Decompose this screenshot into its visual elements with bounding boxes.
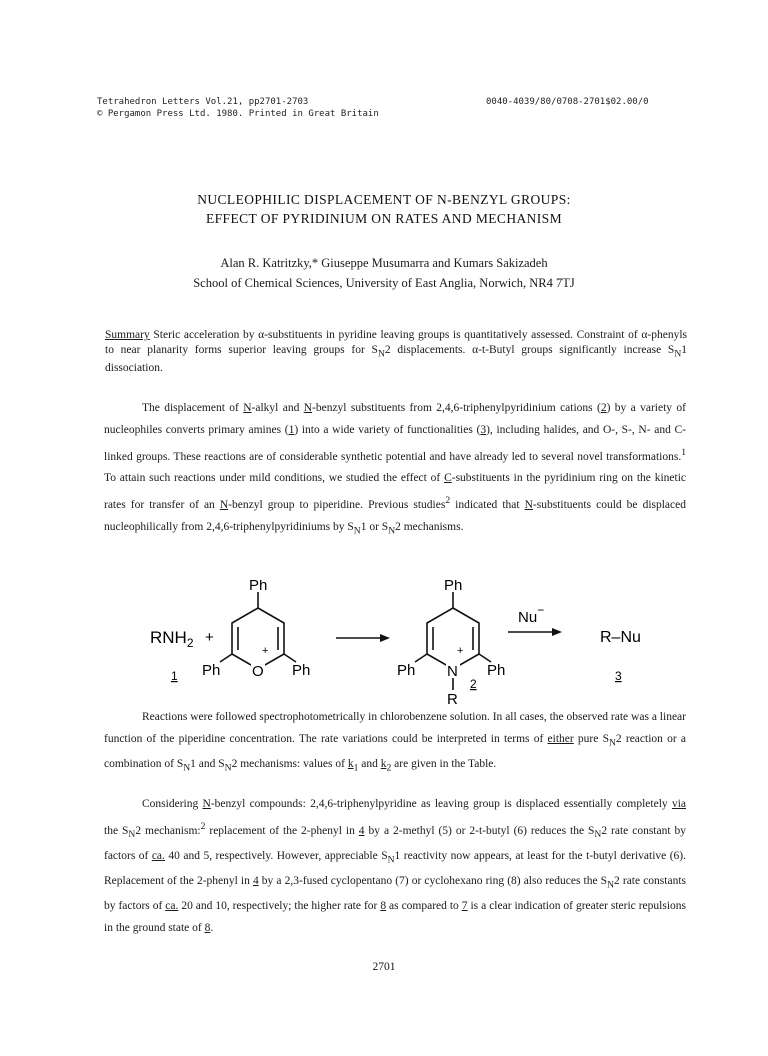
summary-text: 1 dissociation. (105, 344, 687, 375)
phenyl-label: Ph (444, 580, 463, 594)
compound-label-3: 3 (615, 669, 622, 683)
reference-marker: 1 (681, 446, 686, 458)
summary-text: Steric acceleration by α-substituents in pyridine leaving groups is quantitatively assessed. Constraint of α-phenyls to near planarity forms superior leaving groups for S (105, 329, 687, 356)
publisher-line: © Pergamon Press Ltd. 1980. Printed in Great Britain (97, 109, 379, 119)
subscript: N (674, 348, 682, 360)
reaction-arrow (508, 628, 562, 636)
title-line-1: NUCLEOPHILIC DISPLACEMENT OF N-BENZYL GROUPS: (197, 192, 571, 207)
phenyl-label: Ph (487, 662, 506, 679)
product-formula: R–Nu (600, 629, 641, 646)
positive-charge: + (457, 645, 464, 657)
pyrylium-structure (220, 592, 296, 669)
nitrogen-atom: N (447, 663, 458, 680)
paragraph-results: Considering N-benzyl compounds: 2,4,6-triphenylpyridine as leaving group is displaced essentially completely via the $S_N2$ mechanism:$^2$ replacement of the 2-phenyl in 4 by a 2-methyl (5) or 2-t-butyl (6) reduces the $S_N2$ rate constant by factors of ca. 40 and 5, respectively. However, appreciable $S_N1$ reactivity now appears, at least for the t-butyl derivative (6). Replacement of the 2-phenyl in 4 by a 2,3-fused cyclopentano (7) or cyclohexano ring (8) also reduces the $S_N2$ rate constants by factors of ca. 20 and 10, respectively; the higher rate for 8 as compared to 7 is a clear indication of greater steric repulsions in the ground state of 8. (104, 798, 686, 934)
reference-marker: 2 (200, 820, 206, 832)
paragraph-methods: Reactions were followed spectrophotometrically in chlorobenzene solution. In all cases, the observed rate was a linear function of the piperidine concentration. The rate variations could be interpreted in terms of either pure $S_N2$ reaction or a combination of $S_N1$ and $S_N2$ mechanisms: values of $k_1$ and $k_2$ are given in the Table. (104, 711, 687, 774)
phenyl-label: Ph (249, 580, 268, 594)
phenyl-label: Ph (292, 662, 311, 679)
title-line-2: EFFECT OF PYRIDINIUM ON RATES AND MECHANISM (206, 211, 562, 226)
r-group: R (447, 691, 458, 705)
subscript: N (377, 348, 385, 360)
page-number: 2701 (372, 961, 396, 973)
phenyl-label: Ph (397, 662, 416, 679)
nucleophile-reagent: Nu− (518, 603, 545, 626)
reaction-arrow (336, 634, 390, 642)
compound-label-1: 1 (171, 669, 178, 683)
summary-block (105, 328, 687, 376)
paragraph-intro: The displacement of N-alkyl and N-benzyl substituents from 2,4,6-triphenylpyridinium cations (2) by a variety of nucleophiles converts primary amines (1) into a wide variety of functionalities (3), including halides, and O-, S-, N- and C-linked groups. These reactions are of considerable synthetic potential and have already led to several novel transformations.$^1$ To attain such reactions under mild conditions, we studied the effect of C-substituents in the pyridinium ring on the kinetic rates for transfer of an N-benzyl group to piperidine. Previous studies$^2$ indicated that N-substituents could be displaced nucleophilically from 2,4,6-triphenylpyridiniums by $S_N1$ or $S_N2$ mechanisms. (104, 402, 687, 536)
amine-formula: $RNH_2$ (150, 628, 194, 650)
plus-sign: + (205, 629, 214, 646)
journal-citation: Tetrahedron Letters Vol.21, pp2701-2703 (97, 97, 309, 107)
reference-marker: 2 (445, 495, 451, 507)
summary-label: Summary (105, 329, 150, 341)
oxygen-atom: O (252, 663, 264, 680)
journal-header (97, 96, 379, 120)
article-code: 0040-4039/80/0708-2701$02.00/0 (486, 97, 649, 107)
compound-label-2: 2 (470, 677, 477, 691)
phenyl-label: Ph (202, 662, 221, 679)
author-list: Alan R. Katritzky,* Giuseppe Musumarra and Kumars Sakizadeh (220, 256, 548, 270)
affiliation: School of Chemical Sciences, University of East Anglia, Norwich, NR4 7TJ (193, 276, 575, 290)
summary-text: 2 displacements. α-t-Butyl groups significantly increase S (384, 344, 675, 356)
positive-charge: + (262, 645, 269, 657)
reaction-scheme (140, 580, 660, 705)
